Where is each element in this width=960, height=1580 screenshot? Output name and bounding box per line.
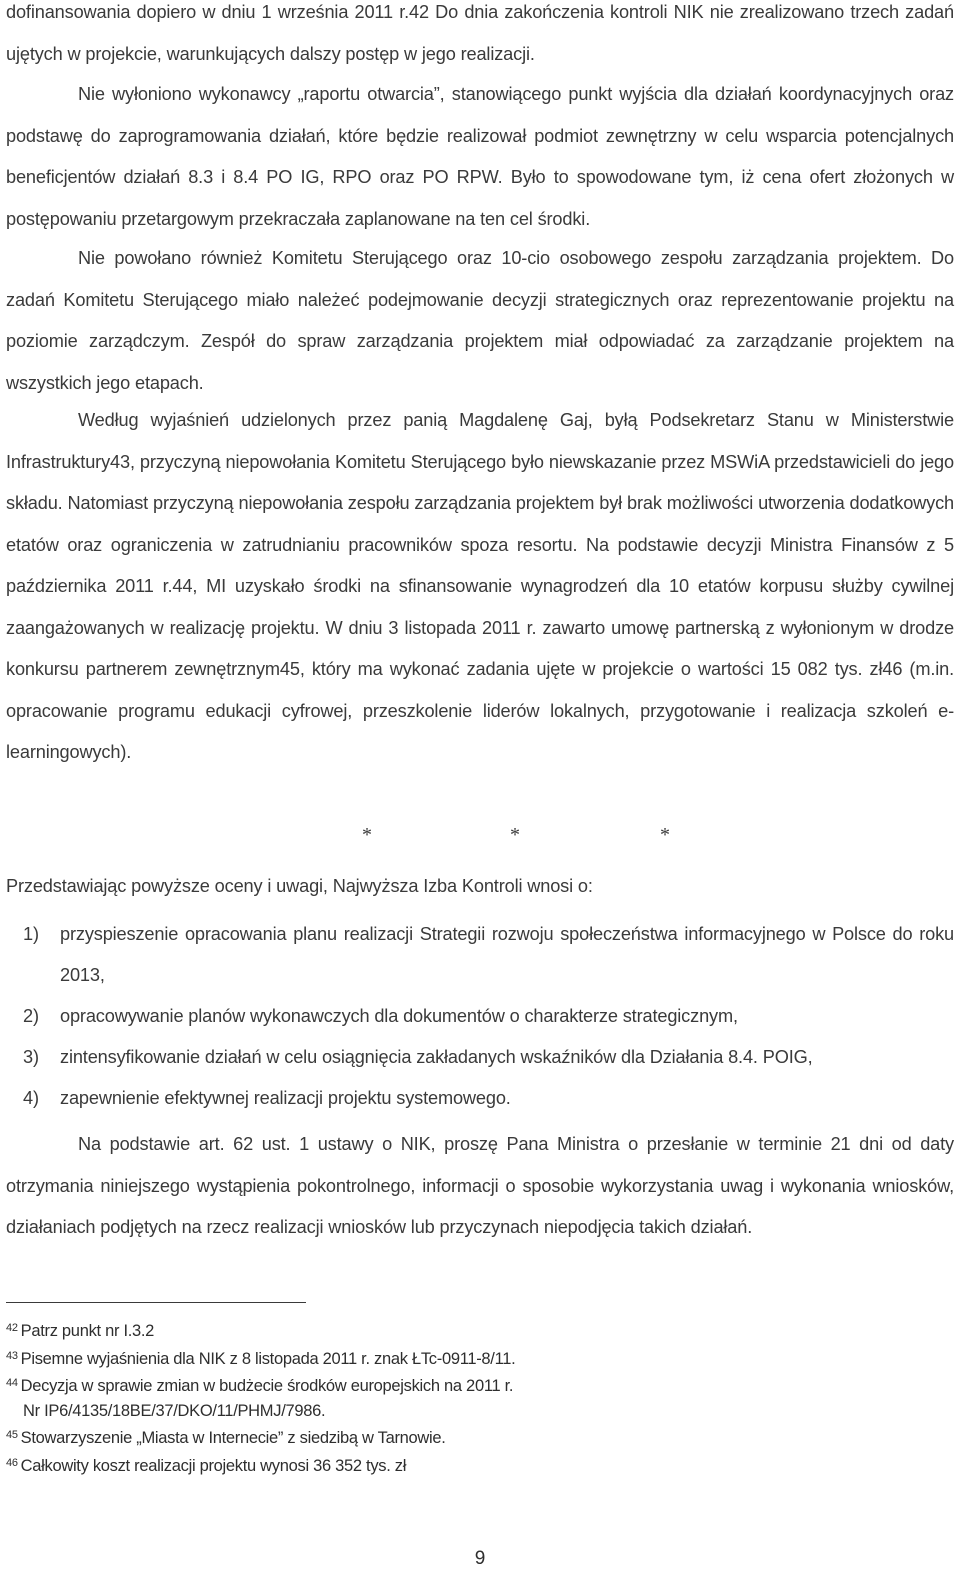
page-number: 9 [474, 1548, 486, 1569]
list-item [6, 1037, 954, 1078]
list-item [6, 914, 954, 996]
paragraph-continuation: dofinansowania dopiero w dniu 1 września 2011 r.42 Do dnia zakończenia kontroli NIK nie zrealizowano trzech zadań ujętych w projekcie, warunkujących dalszy postęp w jego realizacji. [6, 2, 954, 64]
list-item-number: 1) [23, 924, 39, 944]
footnote-number: 45 [6, 1429, 18, 1441]
section-separator [0, 818, 960, 854]
paragraph-closing-request: Na podstawie art. 62 ust. 1 ustawy o NIK, proszę Pana Ministra o przesłanie w terminie 21 dni od daty otrzymania niniejszego wystąpienia pokontrolnego, informacji o sposobie wykorzystania uwag i wykonania wniosków, działaniach podjętych na rzecz realizacji wniosków lub przyczynach niepodjęcia takich działań. [6, 1134, 954, 1237]
footnote [6, 1344, 706, 1372]
footnote [6, 1371, 706, 1399]
footnote-text: Pisemne wyjaśnienia dla NIK z 8 listopada 2011 r. znak ŁTc-0911-8/11. [20, 1349, 516, 1368]
footnote-number: 46 [6, 1456, 18, 1469]
paragraph-wyjasnienia: Według wyjaśnień udzielonych przez panią Magdalenę Gaj, byłą Podsekretarz Stanu w Ministerstwie Infrastruktury43, przyczyną niepowołania Komitetu Sterującego było niewskazanie przez MSWiA przedstawicieli do jego składu. Natomiast przyczyną niepowołania zespołu zarządzania projektem był brak możliwości utworzenia dodatkowych etatów oraz ograniczenia w zatrudnianiu pracowników spoza resortu. Na podstawie decyzji Ministra Finansów z 5 października 2011 r.44, MI uzyskało środki na sfinansowanie wynagrodzeń dla 10 etatów korpusu służby cywilnej zaangażowanych w realizację projektu. W dniu 3 listopada 2011 r. zawarto umowę partnerską z wyłonionym w drodze konkursu partnerem zewnętrznym45, który ma wykonać zadania ujęte w projekcie o wartości 15 082 tys. zł46 (m.in. opracowanie programu edukacji cyfrowej, przeszkolenie liderów lokalnych, przygotowanie i realizacja szkoleń e-learningowych). [6, 410, 954, 762]
footnote [6, 1423, 706, 1451]
recommendations-list [6, 914, 954, 1119]
footnote [6, 1316, 706, 1344]
footnote [6, 1451, 706, 1479]
paragraph-raport-otwarcia: Nie wyłoniono wykonawcy „raportu otwarcia”, stanowiącego punkt wyjścia dla działań koordynacyjnych oraz podstawę do zaprogramowania działań, które będzie realizował podmiot zewnętrzny w celu wsparcia potencjalnych beneficjentów działań 8.3 i 8.4 PO IG, RPO oraz PO RPW. Było to spowodowane tym, iż cena ofert złożonych w postępowaniu przetargowym przekraczała zaplanowane na ten cel środki. [6, 84, 954, 229]
footnotes [6, 1316, 706, 1478]
list-item-number: 3) [23, 1047, 39, 1067]
paragraph-wnioski-intro: Przedstawiając powyższe oceny i uwagi, Najwyższa Izba Kontroli wnosi o: [6, 876, 593, 896]
list-item [6, 1078, 954, 1119]
footnote-number: 44 [6, 1377, 18, 1389]
footnote-number: 43 [6, 1349, 18, 1362]
separator-star: * [510, 824, 520, 846]
list-item-text: opracowywanie planów wykonawczych dla dokumentów o charakterze strategicznym, [60, 1006, 738, 1026]
footnote-separator [6, 1302, 306, 1303]
list-item-text: zintensyfikowanie działań w celu osiągnięcia zakładanych wskaźników dla Działania 8.4. POIG, [60, 1047, 813, 1067]
footnote-continuation: Nr IP6/4135/18BE/37/DKO/11/PHMJ/7986. [23, 1401, 326, 1420]
footnote-text: Całkowity koszt realizacji projektu wynosi 36 352 tys. zł [20, 1456, 407, 1475]
list-item-number: 2) [23, 1006, 39, 1026]
paragraph-komitet-sterujacy: Nie powołano również Komitetu Sterującego oraz 10-cio osobowego zespołu zarządzania projektem. Do zadań Komitetu Sterującego miało należeć podejmowanie decyzji strategicznych oraz reprezentowanie projektu na poziomie zarządczym. Zespół do spraw zarządzania projektem miał odpowiadać za zarządzanie projektem na wszystkich jego etapach. [6, 248, 954, 393]
footnote-text: Patrz punkt nr I.3.2 [20, 1322, 155, 1340]
list-item-text: zapewnienie efektywnej realizacji projektu systemowego. [60, 1088, 511, 1108]
list-item-text: przyspieszenie opracowania planu realizacji Strategii rozwoju społeczeństwa informacyjnego w Polsce do roku 2013, [60, 924, 954, 985]
separator-star: * [362, 824, 372, 846]
footnote-number: 42 [6, 1322, 18, 1334]
separator-star: * [660, 824, 670, 846]
footnote-text: Stowarzyszenie „Miasta w Internecie” z siedzibą w Tarnowie. [20, 1429, 446, 1447]
footnote-text: Decyzja w sprawie zmian w budżecie środków europejskich na 2011 r. [20, 1377, 514, 1395]
list-item [6, 996, 954, 1037]
list-item-number: 4) [23, 1088, 39, 1108]
